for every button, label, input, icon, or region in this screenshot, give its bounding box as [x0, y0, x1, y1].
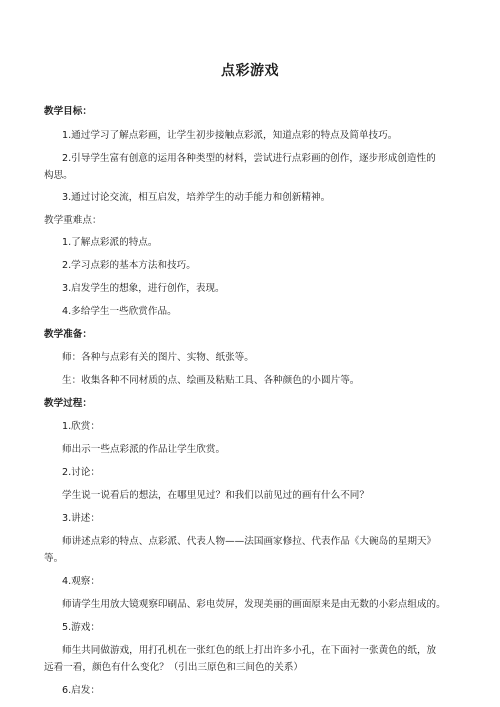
process-item: 师讲述点彩的特点、点彩派、代表人物——法国画家修拉、代表作品《大碗岛的星期天》 — [62, 536, 437, 547]
process-heading: 教学过程： — [44, 398, 92, 409]
objectives-heading: 教学目标： — [44, 106, 92, 117]
process-item: 6.启发： — [62, 685, 100, 696]
process-item: 师生共同做游戏，用打孔机在一张红色的纸上打出许多小孔，在下面衬一张黄色的纸，放 — [62, 645, 437, 656]
process-item: 学生说一说看后的想法，在哪里见过？和我们以前见过的画有什么不同？ — [62, 490, 369, 501]
preparation-item: 师：各种与点彩有关的图片、实物、纸张等。 — [62, 352, 254, 363]
page-title: 点彩游戏 — [221, 63, 279, 79]
process-item: 师出示一些点彩派的作品让学生欣赏。 — [62, 444, 226, 455]
objective-item: 2.引导学生富有创意的运用各种类型的材料，尝试进行点彩画的创作，逐步形成创造性的 — [62, 153, 436, 164]
process-item: 4.观察： — [62, 576, 100, 587]
objective-item: 1.通过学习了解点彩画，让学生初步接触点彩派，知道点彩的特点及简单技巧。 — [62, 130, 398, 141]
process-item: 2.讨论： — [62, 467, 100, 478]
preparation-heading: 教学准备： — [44, 329, 92, 340]
preparation-item: 生：收集各种不同材质的点、绘画及粘贴工具、各种颜色的小圆片等。 — [62, 375, 360, 386]
process-item-continuation: 远看一看，颜色有什么变化？（引出三原色和三间色的关系） — [44, 662, 304, 673]
objective-item: 3.通过讨论交流，相互启发，培养学生的动手能力和创新精神。 — [62, 192, 331, 203]
key-points-heading: 教学重难点： — [44, 215, 102, 226]
key-point-item: 3.启发学生的想象，进行创作，表现。 — [62, 283, 225, 294]
process-item: 1.欣赏： — [62, 421, 100, 432]
process-item-continuation: 等。 — [44, 553, 64, 564]
process-item: 5.游戏： — [62, 622, 100, 633]
key-point-item: 2.学习点彩的基本方法和技巧。 — [62, 260, 196, 271]
process-item: 3.讲述： — [62, 513, 100, 524]
objective-item-continuation: 构思。 — [44, 170, 73, 181]
process-item: 师请学生用放大镜观察印刷品、彩电荧屏，发现美丽的画面原来是由无数的小彩点组成的。 — [62, 599, 446, 610]
key-point-item: 1.了解点彩派的特点。 — [62, 237, 158, 248]
key-point-item: 4.多给学生一些欣赏作品。 — [62, 306, 177, 317]
